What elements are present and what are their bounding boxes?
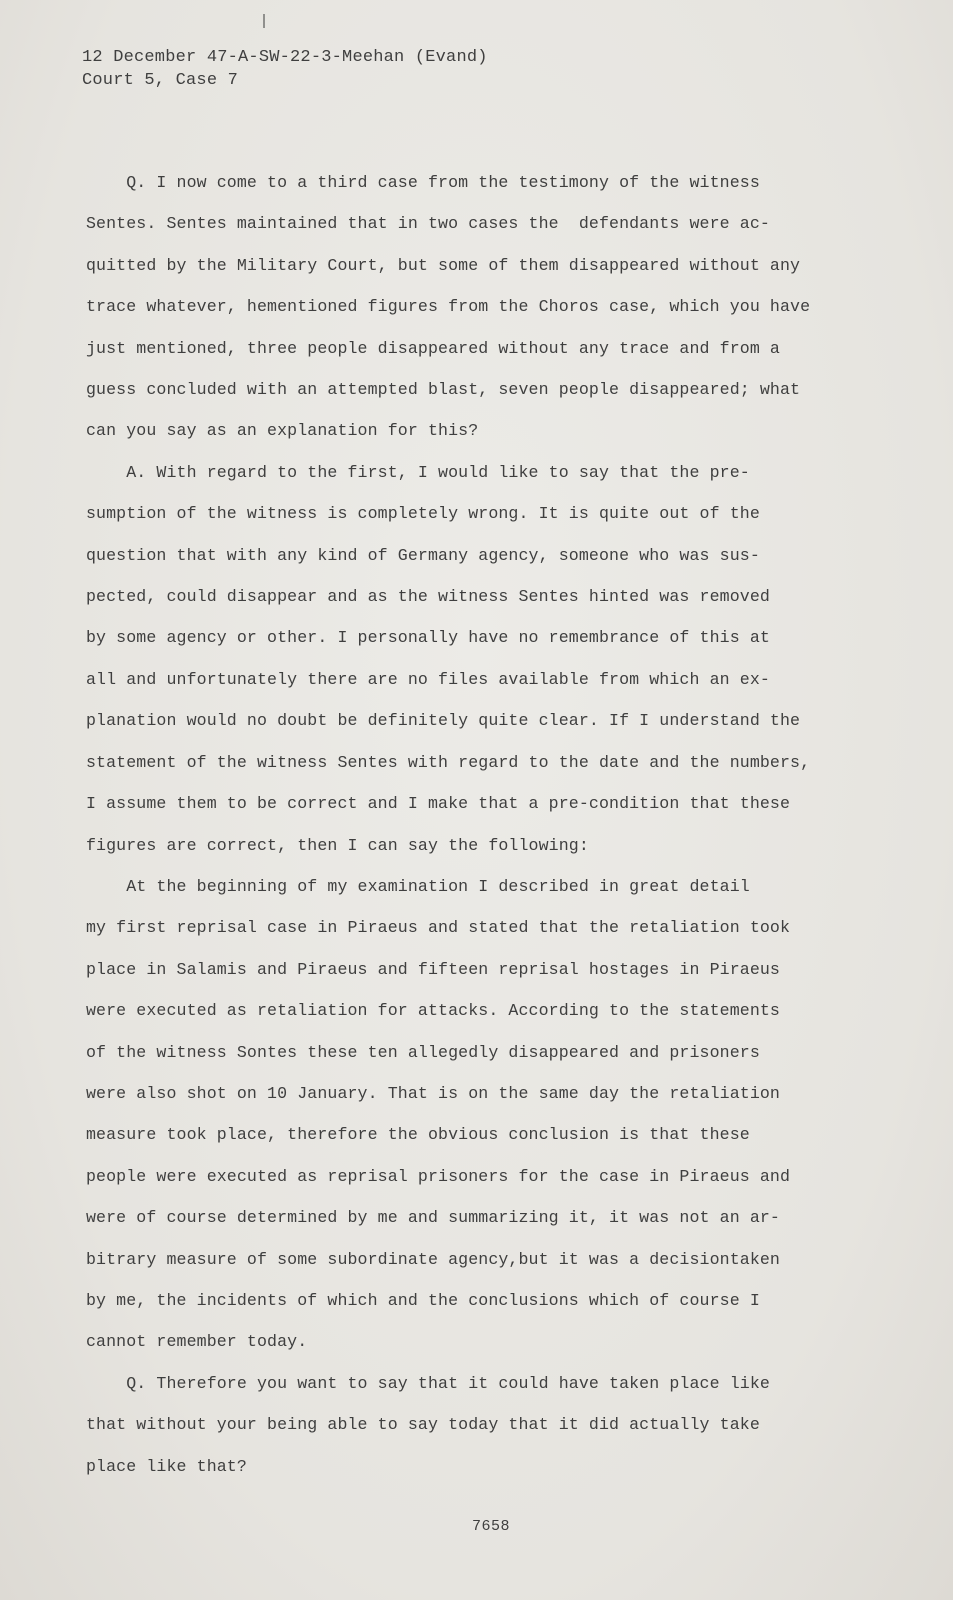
text-line: just mentioned, three people disappeared without any trace and from a [86, 338, 780, 358]
paragraph [86, 452, 846, 866]
text-line: measure took place, therefore the obvious conclusion is that these [86, 1125, 750, 1145]
text-line: that without your being able to say today that it did actually take [86, 1415, 760, 1435]
text-line: At the beginning of my examination I described in great detail [86, 876, 750, 896]
text-line: figures are correct, then I can say the following: [86, 835, 589, 855]
text-line: of the witness Sontes these ten allegedly disappeared and prisoners [86, 1042, 760, 1062]
header-line-2: Court 5, Case 7 [82, 71, 239, 90]
text-line: were executed as retaliation for attacks. According to the statements [86, 1001, 780, 1021]
text-line: I assume them to be correct and I make that a pre-condition that these [86, 794, 791, 814]
text-line: guess concluded with an attempted blast, seven people disappeared; what [86, 380, 801, 400]
document-body [86, 162, 846, 1487]
text-line: place in Salamis and Piraeus and fifteen reprisal hostages in Piraeus [86, 959, 780, 979]
text-line: Q. Therefore you want to say that it could have taken place like [86, 1373, 770, 1393]
text-line: by some agency or other. I personally have no remembrance of this at [86, 628, 770, 648]
text-line: place like that? [86, 1456, 247, 1476]
text-line: all and unfortunately there are no files available from which an ex- [86, 669, 770, 689]
text-line: cannot remember today. [86, 1332, 308, 1352]
text-line: were also shot on 10 January. That is on the same day the retaliation [86, 1083, 780, 1103]
text-line: were of course determined by me and summarizing it, it was not an ar- [86, 1208, 780, 1228]
page-number: 7658 [472, 1518, 511, 1535]
text-line: statement of the witness Sentes with regard to the date and the numbers, [86, 752, 811, 772]
text-line: Q. I now come to a third case from the testimony of the witness [86, 173, 760, 192]
text-line: quitted by the Military Court, but some of them disappeared without any [86, 255, 801, 275]
text-line: trace whatever, hementioned figures from the Choros case, which you have [86, 297, 811, 317]
margin-mark [263, 14, 265, 28]
text-line: A. With regard to the first, I would like to say that the pre- [86, 462, 750, 482]
text-line: sumption of the witness is completely wrong. It is quite out of the [86, 504, 760, 524]
text-line: question that with any kind of Germany agency, someone who was sus- [86, 545, 760, 565]
text-line: Sentes. Sentes maintained that in two cases the defendants were ac- [86, 214, 770, 234]
text-line: pected, could disappear and as the witness Sentes hinted was removed [86, 587, 770, 607]
paragraph [86, 866, 846, 1363]
text-line: people were executed as reprisal prisoners for the case in Piraeus and [86, 1166, 791, 1186]
text-line: by me, the incidents of which and the conclusions which of course I [86, 1290, 760, 1310]
text-line: bitrary measure of some subordinate agency,but it was a decisiontaken [86, 1249, 780, 1269]
paragraph [86, 1363, 846, 1487]
text-line: planation would no doubt be definitely quite clear. If I understand the [86, 711, 801, 731]
text-line: can you say as an explanation for this? [86, 421, 479, 441]
text-line: my first reprisal case in Piraeus and stated that the retaliation took [86, 918, 791, 938]
document-header [82, 46, 488, 92]
header-line-1: 12 December 47-A-SW-22-3-Meehan (Evand) [82, 48, 488, 67]
paragraph [86, 162, 846, 452]
